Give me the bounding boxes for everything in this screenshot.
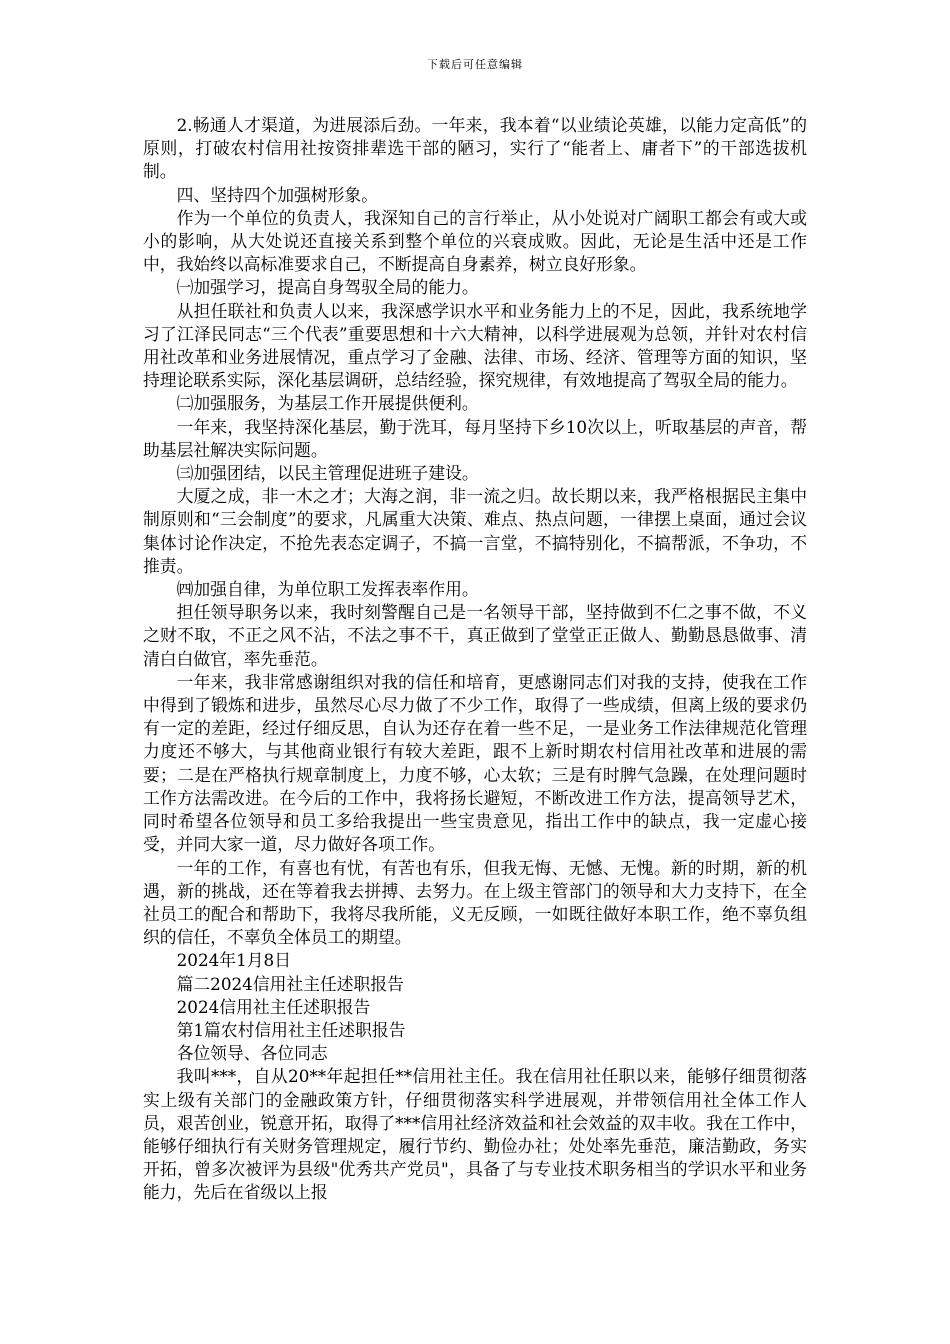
chapter-title: 第1篇农村信用社主任述职报告 bbox=[176, 1019, 406, 1040]
paragraph: 大厦之成，非一木之才；大海之润，非一流之归。故长期以来，我严格根据民主集中制原则和“三会制度”的要求，凡属重大决策、难点、热点问题，一律摆上桌面，通过会议集体讨论作决定，不抢先表态定调子，不搞一言堂，不搞特别化，不搞帮派，不争功，不推责。 bbox=[143, 486, 807, 576]
paragraph: 一年来，我非常感谢组织对我的信任和培育，更感谢同志们对我的支持，使我在工作中得到了锻炼和进步，虽然尽心尽力做了不少工作，取得了一些成绩，但离上级的要求仍有一定的差距，经过仔细反思，自认为还存在着一些不足，一是业务工作法律规范化管理力度还不够大，与其他商业银行有较大差距，跟不上新时期农村信用社改革和进展的需要；二是在严格执行规章制度上，力度不够，心太软；三是有时脾气急躁，在处理问题时工作方法需改进。在今后的工作中，我将扬长避短，不断改进工作方法，提高领导艺术，同时希望各位领导和员工多给我提出一些宝贵意见，指出工作中的缺点，我一定虚心接受，并同大家一道，尽力做好各项工作。 bbox=[143, 671, 807, 855]
document-title: 2024信用社主任述职报告 bbox=[176, 996, 371, 1017]
paragraph: 一年来，我坚持深化基层，勤于洗耳，每月坚持下乡10次以上，听取基层的声音，帮助基层社解决实际问题。 bbox=[143, 416, 807, 460]
subsection-heading: ㈣加强自律，为单位职工发挥表率作用。 bbox=[176, 579, 479, 600]
salutation: 各位领导、各位同志 bbox=[176, 1043, 328, 1064]
section-heading: 篇二2024信用社主任述职报告 bbox=[176, 973, 404, 994]
section-heading: 四、坚持四个加强树形象。 bbox=[176, 184, 378, 205]
page-header: 下载后可任意编辑 bbox=[427, 58, 523, 71]
paragraph: 2.畅通人才渠道，为进展添后劲。一年来，我本着“以业绩论英雄，以能力定高低”的原则，打破农村信用社按资排辈选干部的陋习，实行了“能者上、庸者下”的干部选拔机制。 bbox=[143, 115, 807, 182]
paragraph: 担任领导职务以来，我时刻警醒自己是一名领导干部，坚持做到不仁之事不做，不义之财不取，不正之风不沾，不法之事不干，真正做到了堂堂正正做人、勤勤恳恳做事、清清白白做官，率先垂范。 bbox=[143, 602, 807, 669]
paragraph: 作为一个单位的负责人，我深知自己的言行举止，从小处说对广阔职工都会有或大或小的影响，从大处说还直接关系到整个单位的兴衰成败。因此，无论是生活中还是工作中，我始终以高标准要求自己，不断提高自身素养，树立良好形象。 bbox=[143, 207, 807, 275]
document-body bbox=[143, 114, 807, 1205]
paragraph: 从担任联社和负责人以来，我深感学识水平和业务能力上的不足，因此，我系统地学习了江泽民同志“三个代表”重要思想和十六大精神，以科学进展观为总领，并针对农村信用社改革和业务进展情况，重点学习了金融、法律、市场、经济、管理等方面的知识，坚持理论联系实际，深化基层调研，总结经验，探究规律，有效地提高了驾驭全局的能力。 bbox=[143, 300, 807, 391]
subsection-heading: ㈢加强团结，以民主管理促进班子建设。 bbox=[176, 463, 479, 484]
subsection-heading: ㈠加强学习，提高自身驾驭全局的能力。 bbox=[176, 277, 479, 298]
date-line: 2024年1月8日 bbox=[176, 950, 291, 971]
subsection-heading: ㈡加强服务，为基层工作开展提供便利。 bbox=[176, 393, 479, 414]
paragraph: 我叫***，自从20**年起担任**信用社主任。我在信用社任职以来，能够仔细贯彻落实上级有关部门的金融政策方针，仔细贯彻落实科学进展观，并带领信用社全体工作人员，艰苦创业，锐意开拓，取得了***信用社经济效益和社会效益的双丰收。我在工作中，能够仔细执行有关财务管理规定，履行节约、勤俭办社；处处率先垂范，廉洁勤政，务实开拓，曾多次被评为县级"优秀共产党员"，具备了与专业技术职务相当的学识水平和业务能力，先后在省级以上报 bbox=[143, 1066, 807, 1203]
paragraph: 一年的工作，有喜也有忧，有苦也有乐，但我无悔、无憾、无愧。新的时期，新的机遇，新的挑战，还在等着我去拼搏、去努力。在上级主管部门的领导和大力支持下，在全社员工的配合和帮助下，我将尽我所能，义无反顾，一如既往做好本职工作，绝不辜负组织的信任，不辜负全体员工的期望。 bbox=[143, 857, 807, 948]
